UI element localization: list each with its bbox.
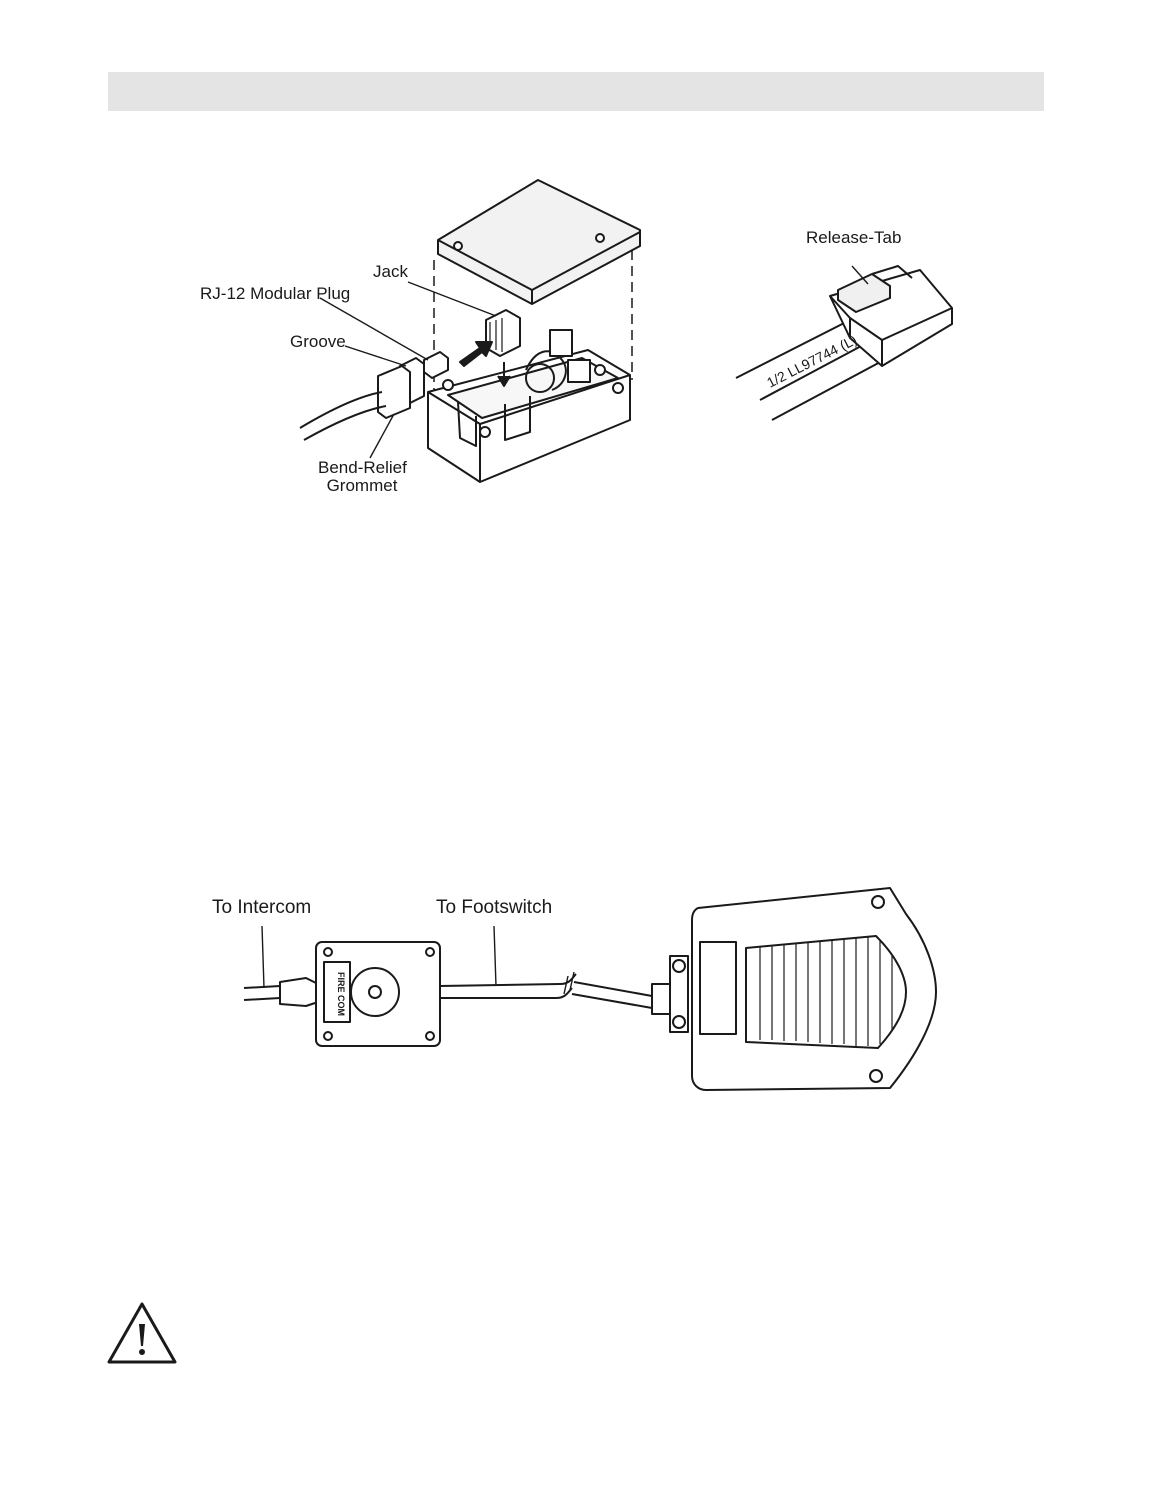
warning-triangle-icon [106, 1300, 178, 1366]
cable-marking-text: 1/2 LL97744 (L) [764, 331, 860, 391]
release-tab-label: Release-Tab [806, 228, 902, 247]
header-bar [108, 72, 1044, 111]
plug-drawing [730, 228, 970, 428]
junction-box-figure [200, 170, 660, 500]
connection-drawing [200, 880, 950, 1100]
plug-release-tab-figure [730, 228, 970, 428]
connection-figure [200, 880, 950, 1100]
bend-relief-label-line2: Grommet [326, 476, 398, 495]
bend-relief-label-line1: Bend-Relief [318, 458, 407, 477]
jack-label: Jack [373, 262, 408, 281]
groove-label: Groove [290, 332, 346, 351]
to-intercom-label: To Intercom [212, 897, 312, 918]
junction-leader-lines [300, 170, 660, 500]
to-footswitch-label: To Footswitch [436, 897, 553, 918]
module-brand-text: FIRE COM [336, 972, 346, 1016]
rj12-plug-label: RJ-12 Modular Plug [200, 284, 351, 303]
